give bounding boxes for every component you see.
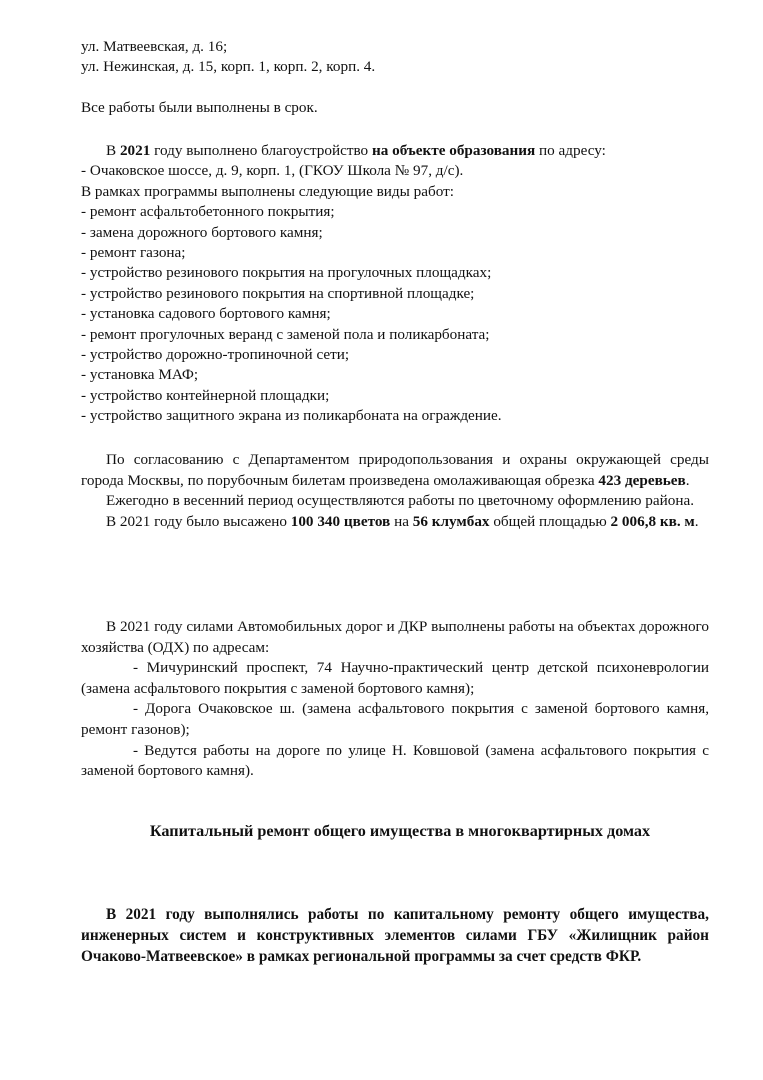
works-intro: В рамках программы выполнены следующие виды работ:	[81, 182, 454, 200]
capital-repair-paragraph: В 2021 году выполнялись работы по капитальному ремонту общего имущества, инженерных систем и конструктивных элементов силами ГБУ «Жилищник район Очаково-Матвеевское» в рамках региональной программы за счет средств ФКР.	[81, 906, 709, 965]
list-item: - ремонт асфальтобетонного покрытия;	[81, 203, 335, 221]
list-item: - устройство резинового покрытия на прогулочных площадках;	[81, 264, 492, 282]
roads-intro: В 2021 году силами Автомобильных дорог и ДКР выполнены работы на объектах дорожного хозяйства (ОДХ) по адресам:	[81, 618, 709, 656]
education-works	[81, 161, 709, 426]
trees-paragraph: По согласованию с Департаментом природопользования и охраны окружающей среды города Москвы, по порубочным билетам произведена омолаживающая обрезка 423 деревьев. Ежегодно в весенний период осуществляются работы по цветочному оформлению района. В 2021 году было высажено 100 340 цветов на 56 клумбах общей площадью 2 006,8 кв. м.	[81, 450, 709, 532]
roads-section	[81, 617, 709, 782]
flowers-intro: Ежегодно в весенний период осуществляются работы по цветочному оформлению района.	[106, 492, 695, 510]
education-address: - Очаковское шоссе, д. 9, корп. 1, (ГКОУ Школа № 97, д/с).	[81, 162, 464, 180]
list-item: - Мичуринский проспект, 74 Научно-практический центр детской психоневрологии (замена асфальтового покрытия с заменой бортового камня);	[81, 659, 709, 697]
education-section	[106, 141, 709, 161]
list-item: - установка МАФ;	[81, 366, 199, 384]
list-item: - устройство дорожно-тропиночной сети;	[81, 345, 350, 363]
list-item: - устройство резинового покрытия на спортивной площадке;	[81, 284, 475, 302]
address-line: ул. Нежинская, д. 15, корп. 1, корп. 2, корп. 4.	[81, 58, 376, 76]
list-item: - установка садового бортового камня;	[81, 305, 331, 323]
list-item: - ремонт прогулочных веранд с заменой пола и поликарбоната;	[81, 325, 490, 343]
list-item: - Ведутся работы на дороге по улице Н. Ковшовой (замена асфальтового покрытия с заменой бортового камня).	[81, 741, 709, 780]
address-line: ул. Матвеевская, д. 16;	[81, 38, 228, 55]
list-item: - Дорога Очаковское ш. (замена асфальтового покрытия с заменой бортового камня, ремонт газонов);	[81, 700, 709, 738]
address-list-top	[81, 37, 709, 78]
list-item: - устройство контейнерной площадки;	[81, 386, 330, 404]
section-heading: Капитальный ремонт общего имущества в многоквартирных домах	[149, 822, 651, 840]
flowers-paragraph: В 2021 году было высажено 100 340 цветов на 56 клумбах общей площадью 2 006,8 кв. м.	[106, 512, 699, 530]
education-intro: В 2021 году выполнено благоустройство на объекте образования по адресу:	[106, 142, 606, 159]
list-item: - замена дорожного бортового камня;	[81, 223, 323, 241]
list-item: - устройство защитного экрана из поликарбоната на ограждение.	[81, 407, 502, 425]
on-time-paragraph: Все работы были выполнены в срок.	[81, 99, 318, 116]
list-item: - ремонт газона;	[81, 243, 186, 261]
